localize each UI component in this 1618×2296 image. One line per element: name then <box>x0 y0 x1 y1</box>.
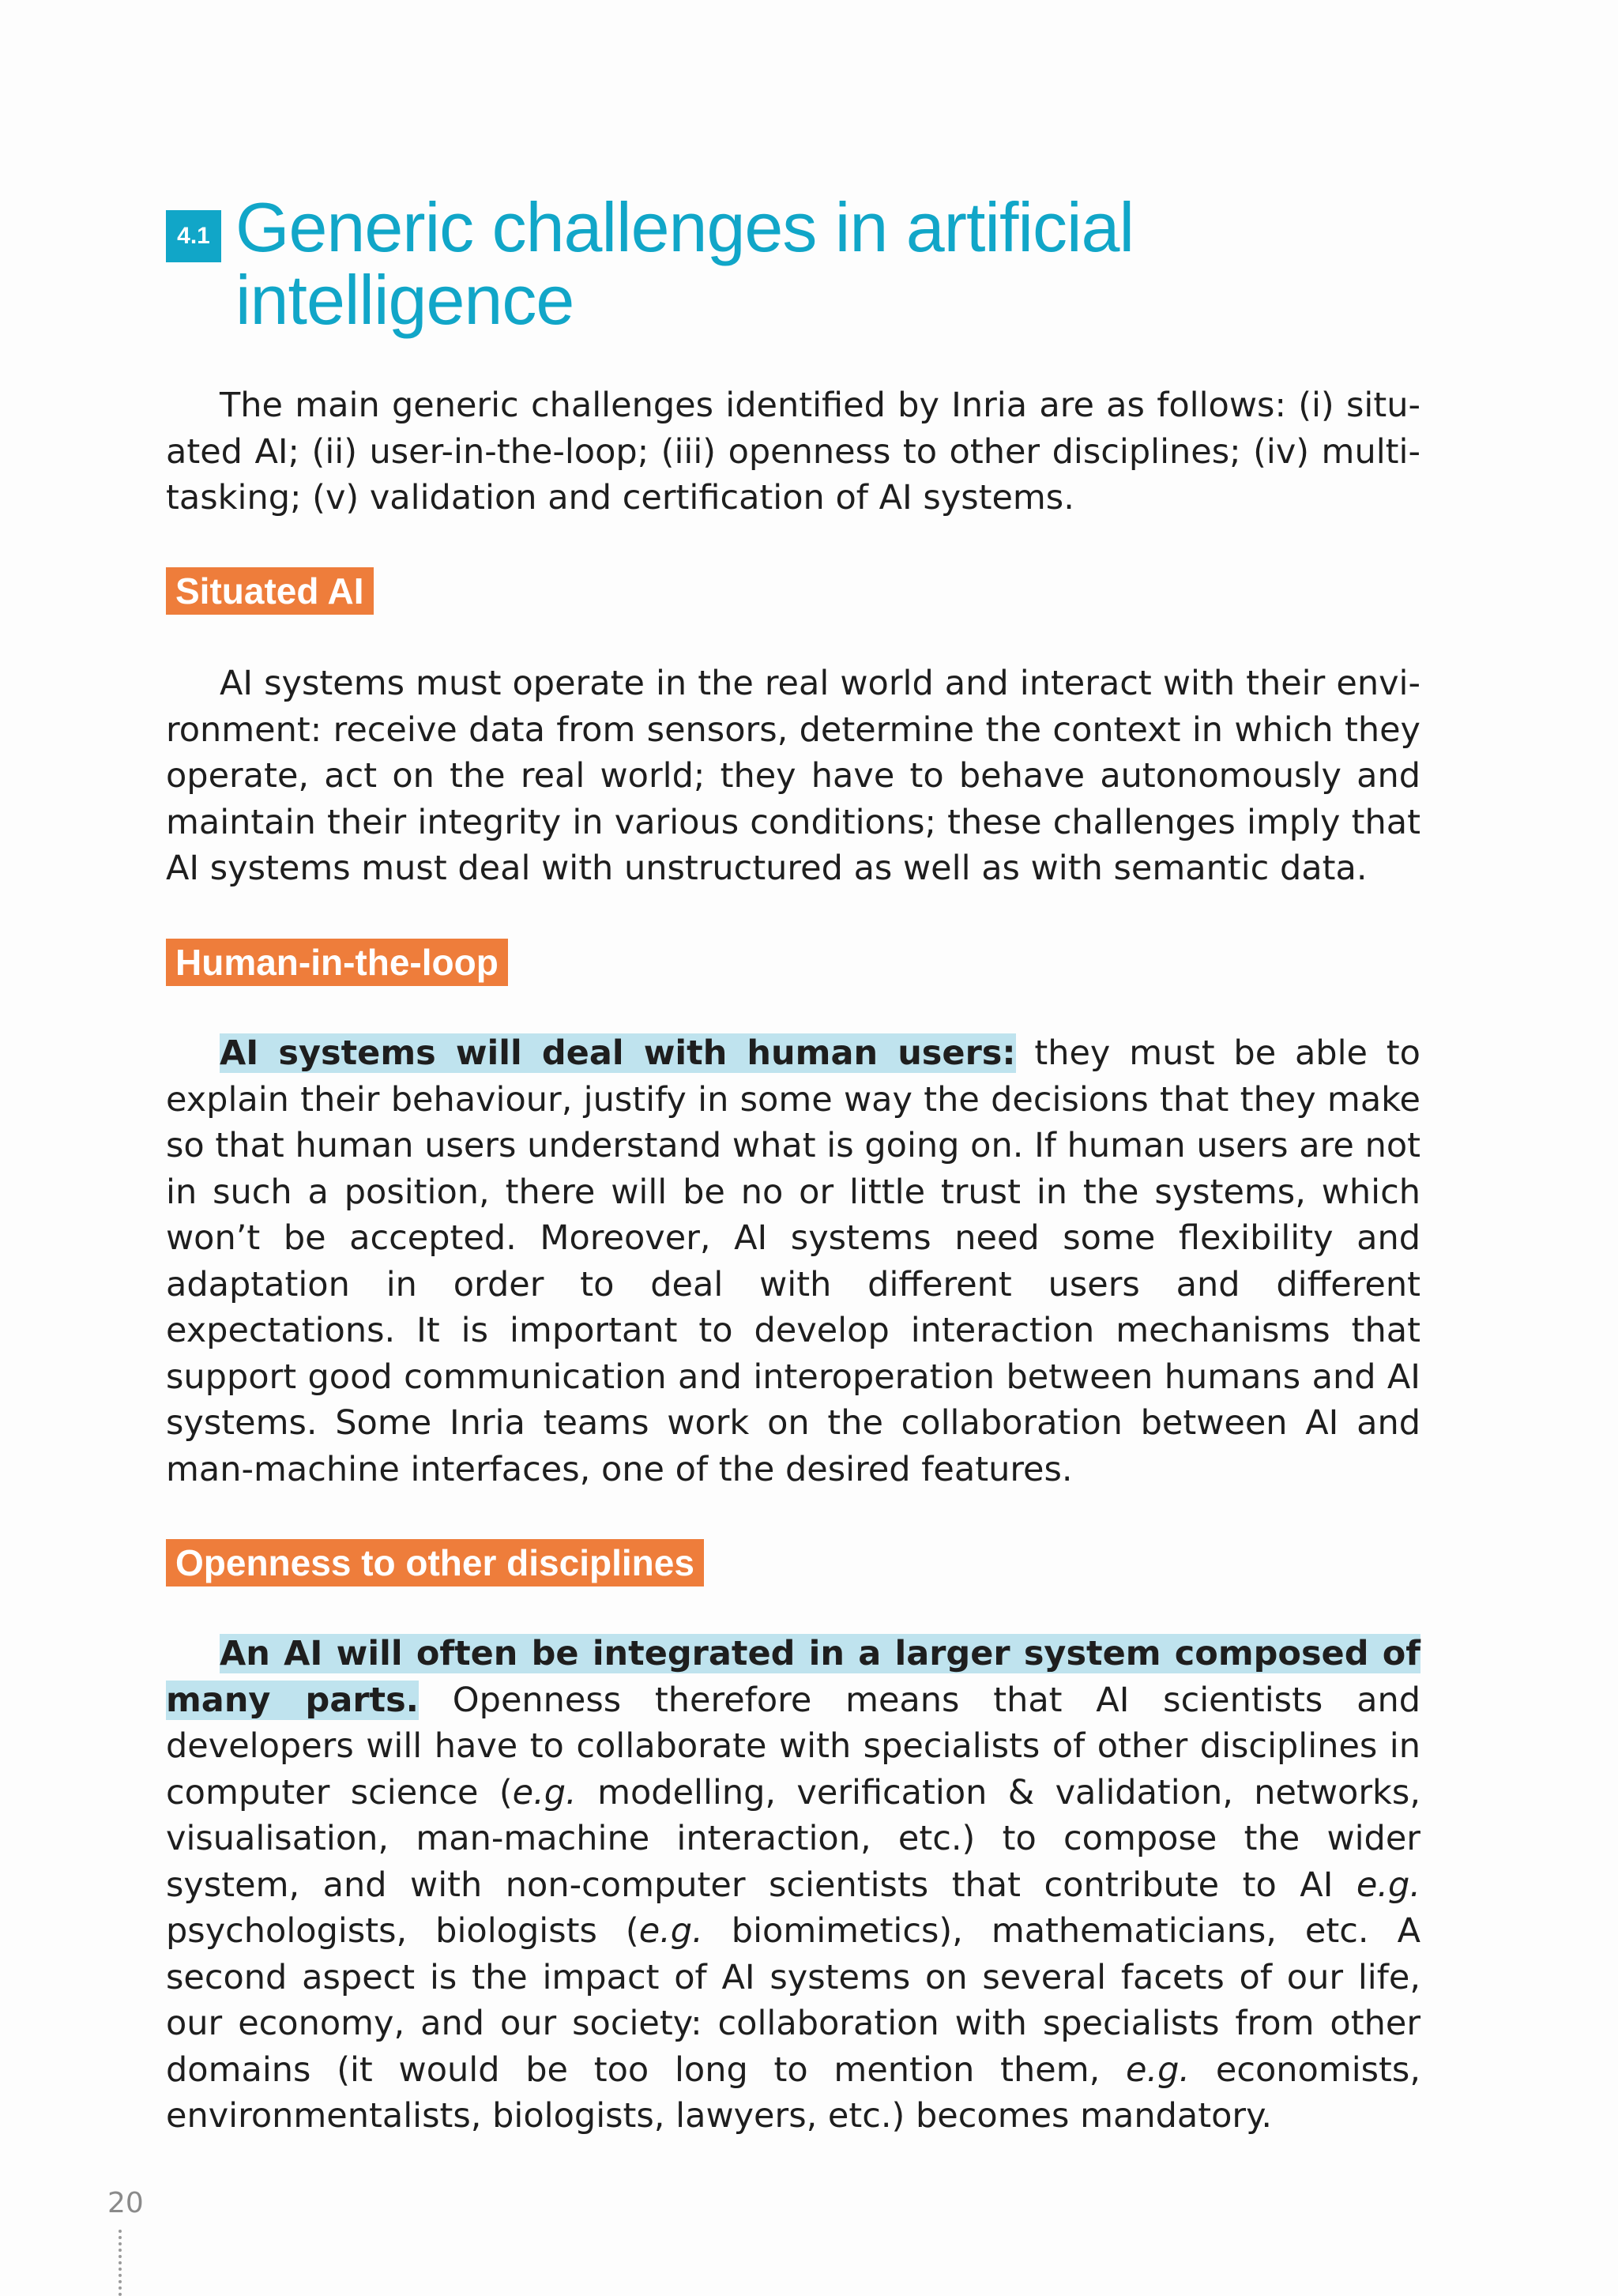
openness-lead-sentence: An AI will often be integrated in a larger system composed of many parts. <box>166 1634 1420 1720</box>
intro-text: The main generic challenges identified by Inria are as follows: (i) situated AI; (ii) user-in-the-loop; (iii) openness to other disciplines; (iv) multitasking; (v) validation and certification of AI systems. <box>166 386 1420 518</box>
eg-abbrev: e.g. <box>1126 2049 1191 2090</box>
subheading-situated-ai: Situated AI <box>166 567 374 615</box>
page-number: 20 <box>107 2187 144 2219</box>
section-number-badge: 4.1 <box>166 210 221 262</box>
subheading-human-in-the-loop: Human-in-the-loop <box>166 939 508 986</box>
section-title: Generic challenges in artificial intelligence <box>235 188 1134 339</box>
openness-text-5: economists, environmentalists, biologists, lawyers, etc.) becomes mandatory. <box>166 2049 1420 2136</box>
human-lead-sentence: AI systems will deal with human users: <box>220 1033 1016 1073</box>
eg-abbrev: e.g. <box>512 1772 577 1812</box>
human-text: they must be able to explain their behaviour, justify in some way the decisions that they make so that human users understand what is going on. If human users are not in such a position, there will be no or little trust in the systems, which won’t be accepted. Moreover, AI systems need some flexibility and adaptation in order to deal with different users and different expectations. It is important to develop interaction mechanisms that support good communication and interoperation between humans and AI systems. Some Inria teams work on the collaboration between AI and man-machine interfaces, one of the desired features. <box>166 1033 1420 1489</box>
openness-paragraph <box>166 1631 1420 2140</box>
openness-text-1: Openness therefore means that AI scientists and developers will have to collaborate with specialists of other disciplines in computer science ( <box>166 1680 1420 1812</box>
situated-ai-text: AI systems must operate in the real world and interact with their environment: receive data from sensors, determine the context in which they operate, act on the real world; they have to behave autonomously and maintain their integrity in various conditions; these challenges imply that AI systems must deal with unstructured as well as with semantic data. <box>166 664 1420 888</box>
eg-abbrev: e.g. <box>1356 1865 1420 1905</box>
subheading-openness: Openness to other disciplines <box>166 1539 704 1586</box>
openness-text-3: psychologists, biologists ( <box>166 1911 639 1951</box>
eg-abbrev: e.g. <box>638 1911 703 1951</box>
openness-text-4: biomimetics), mathematicians, etc. A second aspect is the impact of AI systems on several facets of our life, our economy, and our society: collaboration with specialists from other domains (it would be too long to mention them, <box>166 1911 1420 2090</box>
dotted-margin-rule <box>119 2230 122 2296</box>
openness-text-2: modelling, verification & validation, networks, visualisation, man-machine interaction, etc.) to compose the wider system, and with non-computer scientists that contribute to AI <box>166 1772 1420 1905</box>
situated-ai-paragraph <box>166 661 1420 892</box>
human-in-the-loop-paragraph <box>166 1030 1420 1492</box>
intro-paragraph <box>166 382 1420 521</box>
